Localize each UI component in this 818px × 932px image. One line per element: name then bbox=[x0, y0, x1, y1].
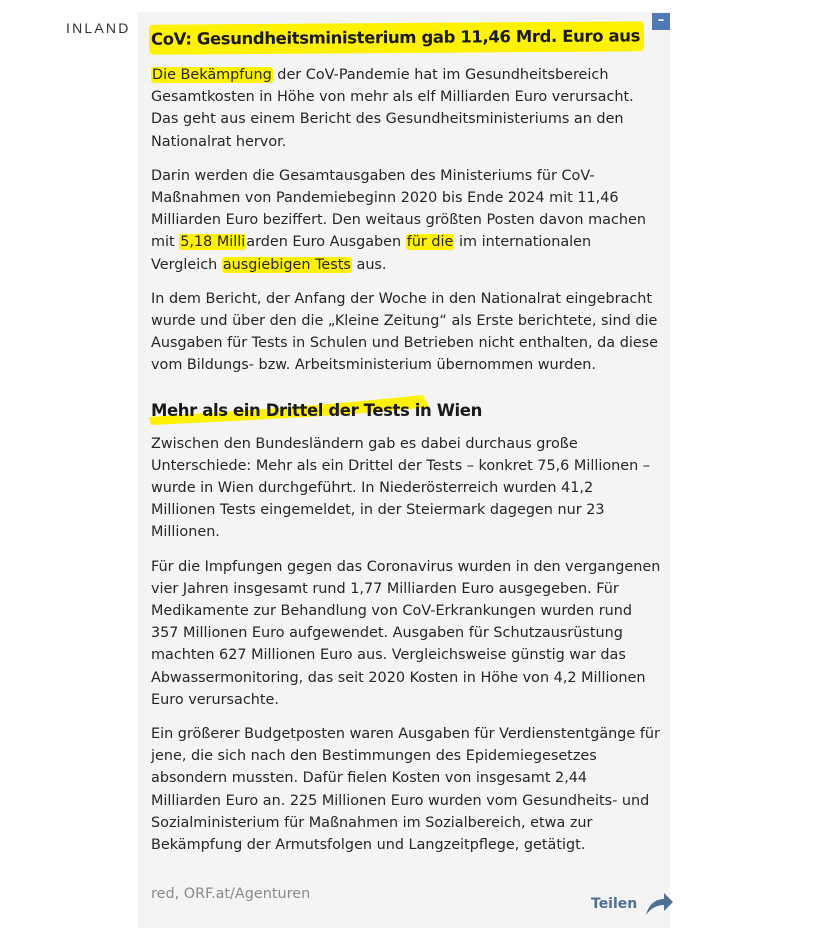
paragraph-4: Zwischen den Bundesländern gab es dabei durchaus große Unterschiede: Mehr als ein Drittel der Tests – konkret 75,6 Millionen – wurde in Wien durchgeführt. In Niederösterreich wurden 41,2 Millionen Tests eingemeldet, in der Steiermark dagegen nur 23 Millionen. bbox=[151, 435, 650, 541]
share-button[interactable] bbox=[591, 889, 675, 919]
highlight: für die bbox=[406, 234, 454, 251]
highlight: 5,18 Milli bbox=[180, 234, 246, 251]
paragraph-3: In dem Bericht, der Anfang der Woche in den Nationalrat eingebracht wurde und über den die „Kleine Zeitung“ als Erste berichtete, sind die Ausgaben für Tests in Schulen und Betrieben nicht enthalten, da diese vom Bildungs- bzw. Arbeitsministerium übernommen wurden. bbox=[151, 290, 659, 374]
article-subtitle: Mehr als ein Drittel der Tests in Wien bbox=[151, 397, 482, 425]
highlight: Die Bekämpfung bbox=[152, 67, 272, 83]
paragraph-2: Darin werden die Gesamtausgaben des Ministeriums für CoV-Maßnahmen von Pandemiebeginn 2020 bis Ende 2024 mit 11,46 Milliarden Euro beziffert. Den weitaus größten Posten davon machen mit 5,18 Milliarden Euro Ausgaben für die im internationalen Vergleich ausgiebigen Tests aus. bbox=[151, 167, 646, 273]
article-content bbox=[151, 12, 661, 856]
article-title: CoV: Gesundheitsministerium gab 11,46 Mrd. Euro aus bbox=[151, 23, 644, 53]
paragraph-6: Ein größerer Budgetposten waren Ausgaben für Verdienstentgänge für jene, die sich nach den Bestimmungen des Epidemiegesetzes absondern mussten. Dafür fielen Kosten von insgesamt 2,44 Milliarden Euro an. 225 Millionen Euro wurden vom Gesundheits- und Sozialministerium für Maßnahmen im Sozialbereich, etwa zur Bekämpfung der Armutsfolgen und Langzeitpflege, getätigt. bbox=[151, 726, 660, 854]
article-panel bbox=[138, 12, 670, 928]
highlight: ausgiebigen Tests bbox=[222, 256, 351, 273]
section-label: INLAND bbox=[66, 20, 131, 36]
paragraph-5: Für die Impfungen gegen das Coronavirus wurden in den vergangenen vier Jahren insgesamt rund 1,77 Milliarden Euro ausgegeben. Für Medikamente zur Behandlung von CoV-Erkrankungen wurden rund 357 Millionen Euro aufgewendet. Ausgaben für Schutzausrüstung machten 627 Millionen Euro aus. Vergleichsweise günstig war das Abwassermonitoring, das seit 2020 Kosten in Höhe von 4,2 Millionen Euro verursachte. bbox=[151, 558, 661, 708]
paragraph-1: Die Bekämpfung der CoV-Pandemie hat im Gesundheitsbereich Gesamtkosten in Höhe von mehr als elf Milliarden Euro verursacht. Das geht aus einem Bericht des Gesundheitsministeriums an den Nationalrat hervor. bbox=[151, 67, 634, 150]
share-arrow-icon bbox=[643, 889, 675, 919]
source-credit: red, ORF.at/Agenturen bbox=[151, 886, 311, 902]
share-label: Teilen bbox=[591, 896, 638, 912]
collapse-button[interactable]: – bbox=[652, 13, 670, 30]
